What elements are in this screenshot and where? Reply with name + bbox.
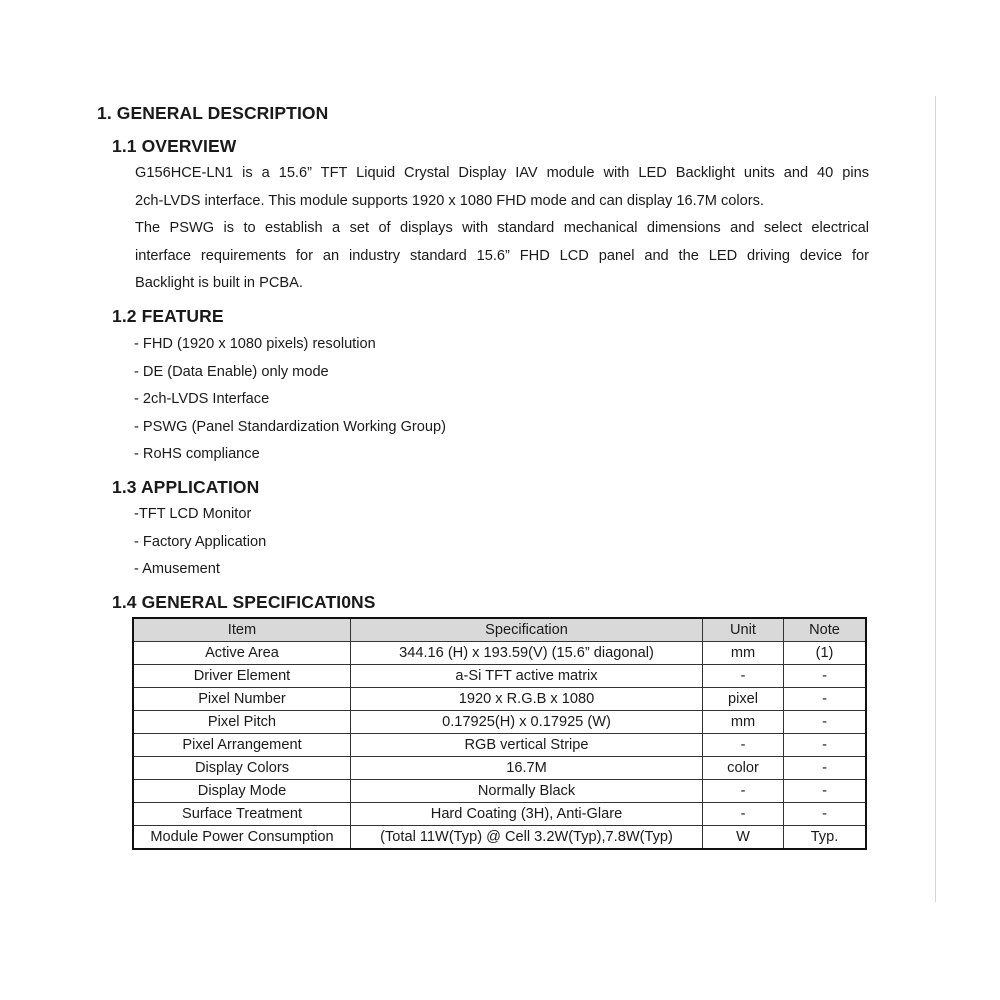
- cell-unit: W: [703, 826, 784, 850]
- feature-item: - PSWG (Panel Standardization Working Group): [134, 418, 447, 435]
- cell-item: Display Colors: [133, 757, 351, 780]
- table-row: [133, 711, 866, 734]
- cell-unit: mm: [703, 711, 784, 734]
- cell-specification: (Total 11W(Typ) @ Cell 3.2W(Typ),7.8W(Typ): [351, 826, 703, 850]
- feature-item: - 2ch-LVDS Interface: [134, 391, 270, 407]
- header-specification: Specification: [351, 618, 703, 642]
- table-row: [133, 780, 866, 803]
- overview-line: The PSWG is to establish a set of displays with standard mechanical dimensions and select electrical: [135, 220, 869, 236]
- cell-specification: 1920 x R.G.B x 1080: [351, 688, 703, 711]
- application-item: -TFT LCD Monitor: [134, 506, 252, 522]
- table-row: [133, 826, 866, 850]
- feature-list: [134, 331, 446, 469]
- cell-unit: color: [703, 757, 784, 780]
- application-list: [134, 501, 266, 584]
- header-note: Note: [784, 618, 867, 642]
- table-row: [133, 734, 866, 757]
- overview-line: interface requirements for an industry standard 15.6” FHD LCD panel and the LED driving device for: [135, 247, 869, 264]
- application-item: - Factory Application: [134, 533, 267, 550]
- section-title-application: 1.3 APPLICATION: [112, 477, 260, 497]
- cell-note: -: [784, 803, 867, 826]
- cell-specification: 16.7M: [351, 757, 703, 780]
- cell-note: -: [784, 734, 867, 757]
- header-unit: Unit: [703, 618, 784, 642]
- cell-note: -: [784, 665, 867, 688]
- general-specifications-table: [132, 617, 867, 850]
- cell-note: Typ.: [784, 826, 867, 850]
- header-item: Item: [133, 618, 351, 642]
- feature-item: - FHD (1920 x 1080 pixels) resolution: [134, 336, 376, 352]
- overview-line: G156HCE-LN1 is a 15.6” TFT Liquid Crystal Display IAV module with LED Backlight units and 40 pins: [135, 165, 869, 181]
- cell-specification: 0.17925(H) x 0.17925 (W): [351, 711, 703, 734]
- cell-specification: Hard Coating (3H), Anti-Glare: [351, 803, 703, 826]
- cell-item: Pixel Arrangement: [133, 734, 351, 757]
- overview-line: 2ch-LVDS interface. This module supports 1920 x 1080 FHD mode and can display 16.7M colors.: [135, 192, 764, 209]
- cell-specification: a-Si TFT active matrix: [351, 665, 703, 688]
- cell-unit: -: [703, 734, 784, 757]
- cell-note: (1): [784, 642, 867, 665]
- table-row: [133, 757, 866, 780]
- cell-unit: pixel: [703, 688, 784, 711]
- cell-specification: RGB vertical Stripe: [351, 734, 703, 757]
- cell-note: -: [784, 757, 867, 780]
- cell-unit: -: [703, 665, 784, 688]
- section-title-general-specifications: 1.4 GENERAL SPECIFICATI0NS: [112, 592, 376, 612]
- cell-item: Display Mode: [133, 780, 351, 803]
- cell-specification: Normally Black: [351, 780, 703, 803]
- overview-line: Backlight is built in PCBA.: [135, 275, 303, 291]
- section-title-general-description: 1. GENERAL DESCRIPTION: [97, 103, 329, 123]
- cell-note: -: [784, 711, 867, 734]
- cell-note: -: [784, 688, 867, 711]
- cell-unit: -: [703, 780, 784, 803]
- cell-note: -: [784, 780, 867, 803]
- cell-item: Pixel Number: [133, 688, 351, 711]
- cell-item: Surface Treatment: [133, 803, 351, 826]
- feature-item: - DE (Data Enable) only mode: [134, 363, 329, 380]
- cell-item: Pixel Pitch: [133, 711, 351, 734]
- cell-specification: 344.16 (H) x 193.59(V) (15.6” diagonal): [351, 642, 703, 665]
- cell-item: Module Power Consumption: [133, 826, 351, 850]
- cell-unit: -: [703, 803, 784, 826]
- table-row: [133, 642, 866, 665]
- application-item: - Amusement: [134, 561, 220, 577]
- cell-unit: mm: [703, 642, 784, 665]
- cell-item: Active Area: [133, 642, 351, 665]
- table-row: [133, 688, 866, 711]
- table-row: [133, 665, 866, 688]
- section-title-feature: 1.2 FEATURE: [112, 306, 224, 326]
- cell-item: Driver Element: [133, 665, 351, 688]
- feature-item: - RoHS compliance: [134, 446, 260, 462]
- page-margin-rule: [935, 96, 936, 902]
- section-title-overview: 1.1 OVERVIEW: [112, 136, 237, 156]
- table-header-row: [133, 618, 866, 642]
- overview-paragraph: [135, 160, 869, 298]
- table-row: [133, 803, 866, 826]
